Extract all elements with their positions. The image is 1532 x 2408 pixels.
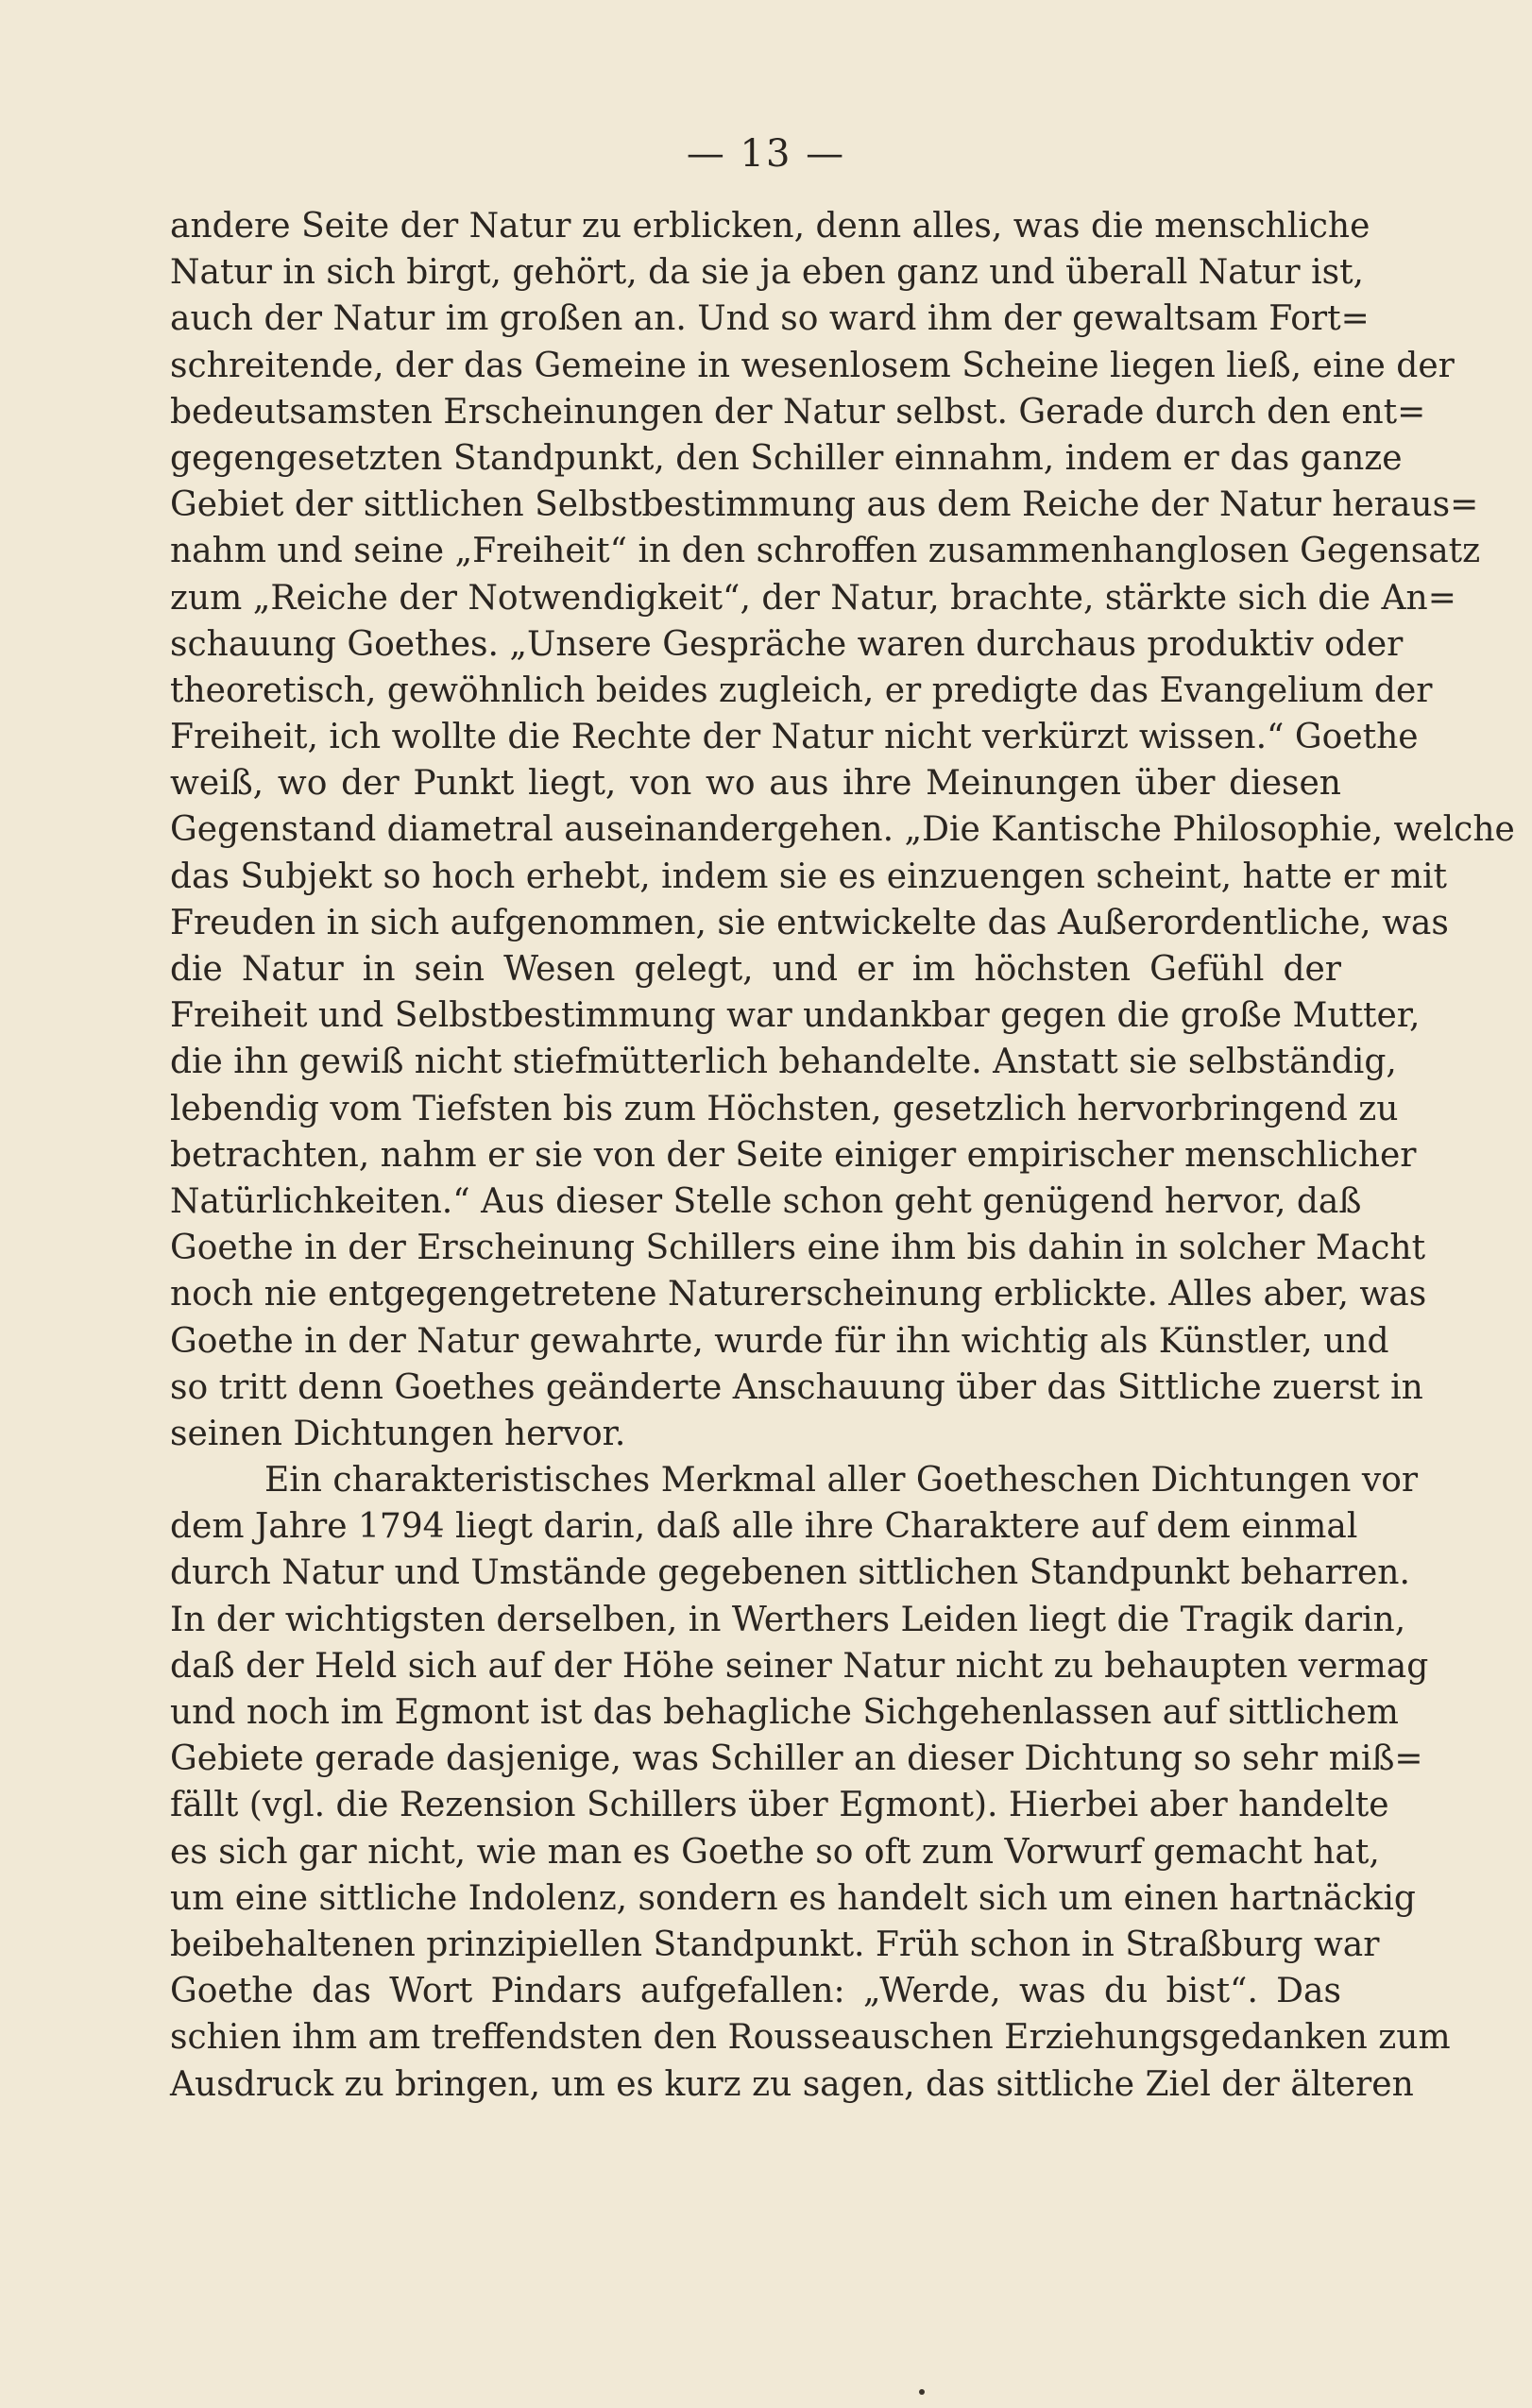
text-line: beibehaltenen prinzipiellen Standpunkt. Früh schon in Straßburg war [170, 1925, 1380, 1964]
text-line: lebendig vom Tiefsten bis zum Höchsten, gesetzlich hervorbringend zu [170, 1089, 1399, 1128]
text-line: Goethe in der Erscheinung Schillers eine ihm bis dahin in solcher Macht [170, 1229, 1426, 1268]
text-line: seinen Dichtungen hervor. [170, 1414, 626, 1453]
text-line: das Subjekt so hoch erhebt, indem sie es einzuengen scheint, hatte er mit [170, 856, 1447, 896]
text-line: noch nie entgegengetretene Naturerscheinung erblickte. Alles aber, was [170, 1275, 1427, 1314]
text-line: Natürlichkeiten.“ Aus dieser Stelle schon geht genügend hervor, daß [170, 1181, 1362, 1221]
body-text [170, 203, 1515, 2108]
page-number: — 13 — [686, 132, 846, 176]
text-line: und noch im Egmont ist das behagliche Sichgehenlassen auf sittlichem [170, 1693, 1399, 1732]
text-line: es sich gar nicht, wie man es Goethe so oft zum Vorwurf gemacht hat, [170, 1832, 1380, 1872]
text-line: schien ihm am treffendsten den Rousseauschen Erziehungsgedanken zum [170, 2018, 1451, 2058]
text-line: dem Jahre 1794 liegt darin, daß alle ihre Charaktere auf dem einmal [170, 1507, 1358, 1547]
text-line: Goethe das Wort Pindars aufgefallen: „Werde, was du bist“. Das [170, 1972, 1341, 2011]
text-line: bedeutsamsten Erscheinungen der Natur selbst. Gerade durch den ent= [170, 392, 1426, 432]
text-line: andere Seite der Natur zu erblicken, denn alles, was die menschliche [170, 207, 1370, 246]
text-line: Natur in sich birgt, gehört, da sie ja eben ganz und überall Natur ist, [170, 253, 1364, 293]
text-line: Gebiete gerade dasjenige, was Schiller an dieser Dichtung so sehr miß= [170, 1739, 1423, 1779]
text-line: gegengesetzten Standpunkt, den Schiller einnahm, indem er das ganze [170, 438, 1403, 478]
text-line: schauung Goethes. „Unsere Gespräche waren durchaus produktiv oder [170, 624, 1404, 664]
text-line: Ausdruck zu bringen, um es kurz zu sagen, das sittliche Ziel der älteren [170, 2064, 1414, 2104]
text-line: Gegenstand diametral auseinandergehen. „Die Kantische Philosophie, welche [170, 810, 1515, 850]
text-line: fällt (vgl. die Rezension Schillers über Egmont). Hierbei aber handelte [170, 1786, 1389, 1825]
text-line: theoretisch, gewöhnlich beides zugleich, er predigte das Evangelium der [170, 670, 1433, 710]
ink-speck [919, 2389, 925, 2395]
text-line: Freiheit, ich wollte die Rechte der Natur nicht verkürzt wissen.“ Goethe [170, 718, 1419, 757]
text-line: so tritt denn Goethes geänderte Anschauung über das Sittliche zuerst in [170, 1367, 1423, 1407]
text-line: Freiheit und Selbstbestimmung war undankbar gegen die große Mutter, [170, 996, 1421, 1036]
text-line: Ein charakteristisches Merkmal aller Goetheschen Dichtungen vor [264, 1461, 1419, 1501]
text-line: Goethe in der Natur gewahrte, wurde für ihn wichtig als Künstler, und [170, 1321, 1389, 1361]
text-line: durch Natur und Umstände gegebenen sittlichen Standpunkt beharren. [170, 1553, 1410, 1593]
text-line: betrachten, nahm er sie von der Seite einiger empirischer menschlicher [170, 1135, 1417, 1175]
text-line: daß der Held sich auf der Höhe seiner Natur nicht zu behaupten vermag [170, 1646, 1429, 1686]
text-line: auch der Natur im großen an. Und so ward ihm der gewaltsam Fort= [170, 299, 1370, 339]
text-line: schreitende, der das Gemeine in wesenlosem Scheine liegen ließ, eine der [170, 346, 1455, 385]
text-line: In der wichtigsten derselben, in Werthers Leiden liegt die Tragik darin, [170, 1600, 1406, 1639]
text-line: um eine sittliche Indolenz, sondern es handelt sich um einen hartnäckig [170, 1878, 1416, 1918]
text-line: weiß, wo der Punkt liegt, von wo aus ihre Meinungen über diesen [170, 764, 1341, 804]
text-line: Freuden in sich aufgenommen, sie entwickelte das Außerordentliche, was [170, 903, 1449, 942]
text-line: zum „Reiche der Notwendigkeit“, der Natur, brachte, stärkte sich die An= [170, 578, 1456, 618]
text-line: die ihn gewiß nicht stiefmütterlich behandelte. Anstatt sie selbständig, [170, 1043, 1397, 1082]
text-line: die Natur in sein Wesen gelegt, und er im höchsten Gefühl der [170, 950, 1341, 989]
text-line: nahm und seine „Freiheit“ in den schroffen zusammenhanglosen Gegensatz [170, 532, 1481, 571]
text-line: Gebiet der sittlichen Selbstbestimmung aus dem Reiche der Natur heraus= [170, 485, 1479, 525]
